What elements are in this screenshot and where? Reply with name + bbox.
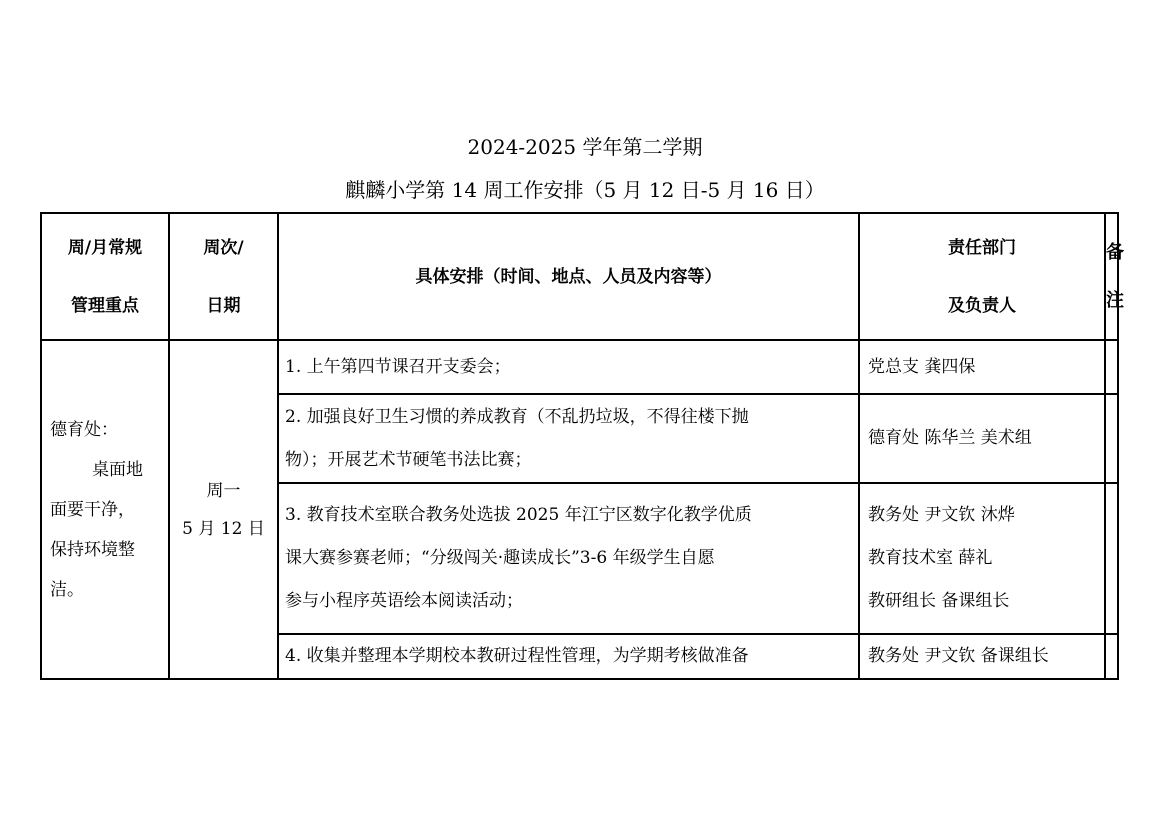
- focus-cell: [41, 340, 169, 679]
- week-date: 5 月 12 日: [182, 518, 265, 539]
- header-row: [41, 213, 1118, 340]
- focus-line: 洁。: [50, 579, 84, 600]
- header-dept-line1: 责任部门: [948, 237, 1016, 258]
- header-note-line2: 注: [1106, 289, 1124, 311]
- header-week-line2: 日期: [206, 295, 241, 316]
- document-title-line1: 2024-2025 学年第二学期: [467, 135, 703, 159]
- item-note: [1105, 634, 1118, 679]
- item-responsible: [859, 483, 1105, 634]
- item-line: 参与小程序英语绘本阅读活动；: [285, 591, 523, 611]
- header-focus-line2: 管理重点: [71, 295, 139, 316]
- header-note-line1: 备: [1106, 241, 1124, 263]
- item-responsible: [859, 634, 1105, 679]
- header-note: [1105, 213, 1124, 340]
- item-note: [1105, 483, 1118, 634]
- item-content: [278, 340, 859, 394]
- week-day: 周一: [206, 480, 241, 501]
- focus-label: 德育处：: [50, 419, 118, 440]
- item-line: 物）；开展艺术节硬笔书法比赛；: [285, 449, 532, 470]
- item-responsible: [859, 394, 1105, 483]
- resp-line: 教研组长 备课组长: [868, 591, 1010, 611]
- resp-line: 教务处 尹文钦 沐烨: [868, 505, 1015, 525]
- header-week: [169, 213, 278, 340]
- focus-line: 面要干净，: [50, 499, 135, 520]
- item-note: [1105, 394, 1118, 483]
- item-line: 1. 上午第四节课召开支委会；: [285, 356, 511, 377]
- week-cell: [169, 340, 278, 679]
- item-note: [1105, 340, 1118, 394]
- item-content: [278, 394, 859, 483]
- focus-line: 桌面地: [92, 459, 143, 480]
- document-title-line2: 麒麟小学第 14 周工作安排（5 月 12 日-5 月 16 日）: [345, 178, 825, 202]
- item-responsible: [859, 340, 1105, 394]
- header-content: 具体安排（时间、地点、人员及内容等）: [278, 213, 859, 340]
- item-line: 课大赛参赛老师；“分级闯关·趣读成长”3-6 年级学生自愿: [285, 548, 715, 568]
- resp-line: 德育处 陈华兰 美术组: [868, 428, 1032, 448]
- table-row: [41, 340, 1118, 394]
- schedule-table: [40, 212, 1124, 680]
- header-focus: [41, 213, 169, 340]
- header-dept-line2: 及负责人: [948, 295, 1016, 316]
- item-content: [278, 483, 859, 634]
- focus-line: 保持环境整: [50, 539, 135, 560]
- item-line: 2. 加强良好卫生习惯的养成教育（不乱扔垃圾，不得往楼下抛: [285, 406, 749, 427]
- item-line: 3. 教育技术室联合教务处选拔 2025 年江宁区数字化教学优质: [285, 505, 752, 525]
- resp-line: 教务处 尹文钦 备课组长: [868, 646, 1049, 666]
- resp-line: 党总支 龚四保: [868, 356, 976, 377]
- resp-line: 教育技术室 薛礼: [868, 548, 993, 568]
- item-content: [278, 634, 859, 679]
- item-line: 4. 收集并整理本学期校本教研过程性管理，为学期考核做准备: [285, 646, 749, 666]
- header-focus-line1: 周/月常规: [67, 237, 143, 258]
- header-week-line1: 周次/: [203, 237, 244, 258]
- header-dept: [859, 213, 1105, 340]
